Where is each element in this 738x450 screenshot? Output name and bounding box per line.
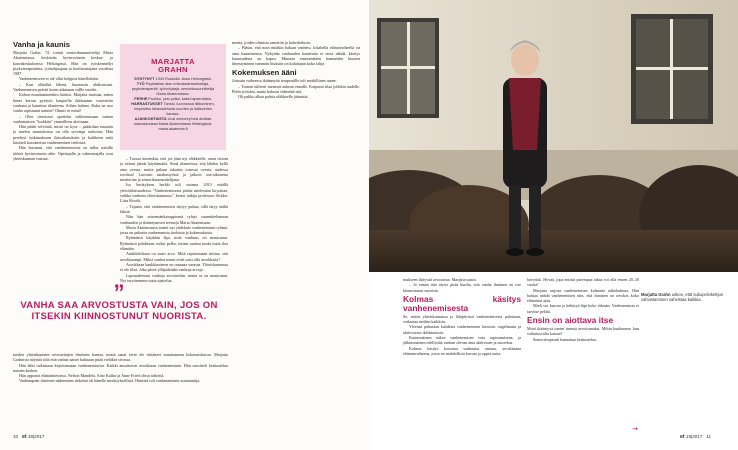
page-number: 11 <box>706 434 712 439</box>
magazine-name: et <box>21 434 27 440</box>
paragraph: Ryhmässä käydään läpi, mitä vanhuus on muuttunut. Ryhmässä pohditaan, miksi pelko, toinen saattaa tuoda uutta iloa elämään. <box>120 235 228 252</box>
paragraph: Maria Akatemiassa toimii nyt yhdeksäs vanhenemisen ryhmä, jossa on puhuttu vanhemmista tiedoista ja kokemuksista. <box>120 224 228 236</box>
paragraph: Yleensä puhutaan kahdesta vanhenemisen kuvasta: ongelmasta ja aktiivisesta ikäihmisestä. <box>403 324 521 335</box>
fact-label: HARRASTUKSET <box>131 101 163 106</box>
page-number: 10 <box>13 434 19 439</box>
fact-label: TYÖ <box>136 81 145 86</box>
portrait-photo <box>369 0 738 272</box>
paragraph: Niin hän seitsemänkymppisenä ryhtyi suunnittelemaan vanhuuden ja ikääntymisen teemoja Maria Akatemiaan. <box>120 214 228 225</box>
fact-text: Psykiatrian alan erikoissairaanhoitaja, psykoterapeutti, työnohjaaja, senioriksuunnittelija Maria Akatemiassa. <box>131 81 215 96</box>
paragraph: – Tunnin tulleeni menestä aukean ennalle. Kaipasin tilaa jollekin uudelle. Pidin työstäni, mutta halusin vähentää sitä. <box>232 83 360 95</box>
right-column-2 <box>527 277 639 437</box>
paragraph: Se, miten yhteiskunnassa ja lähipiirissä vanhenemisesta puhutaan, vaikuttaa meihin kaikkiin. <box>403 313 521 325</box>
fact-box-name-line: GRAHN <box>158 65 188 75</box>
left-column-1-bottom <box>13 352 228 384</box>
fact-text: 1943 Ruskolla. Asuu Helsingissä. <box>155 76 212 81</box>
paragraph: Marjatta Grahn, 74, toimii senioriksuunnittelija Maria Akatemiassa, keskävän hyvinvoinnin keskus- ja kaavakeskuksessa Helsingissä. Hän on työskennellyt psykoterapeuttina, työnohjaajana ja koulutustajana vuodesta 1987. <box>13 50 113 77</box>
paragraph: Oli pakko alkaa pohtia eläkkeelle jäämistä. <box>238 94 309 100</box>
fact-box-name <box>128 58 218 75</box>
caption-text: uskoo, että sukupolvikettjun vahvistaminen vahvistaa kaikkia. <box>641 292 724 303</box>
continue-arrow-icon: → <box>632 425 638 433</box>
fact-row <box>128 82 218 97</box>
paragraph: Hän lähti tutkimaan kirjoittamaan vanhenemisesta. Kaikki ansaitsevat arvokkaan vanhenemisen. Hän suositteli keskustelua naisten kesken. <box>13 362 228 373</box>
paragraph: – Kun olikelkä läheni, huomasin ahdistuvani. Vanhenemisen pelotti kuten aikanaan vallle vuodet. <box>13 81 113 93</box>
page-folio-left <box>13 434 44 440</box>
fact-text: Uusi senioriryhmä aloittaa marraskuussa Maria Akatemiassa Helsingissä. maria-akatemia.fi <box>133 116 213 131</box>
fact-row <box>128 117 218 132</box>
fact-label: SYNTYNYT <box>134 76 155 81</box>
magazine-name: et <box>680 434 685 440</box>
photo-illustration <box>369 0 738 272</box>
paragraph: Antikkikiltaan on suuri arvo. Mitä rapistumaan mittaa, sitä arvokkaampi. Miksi vanhat naiset eivät saisi olla arvokkaita? <box>120 251 228 262</box>
paragraph: – Olen tiesoissut opettelut sulkeutumaan samen vanhasnaisen "lookkiin" ymmälleen ulottuaan. <box>13 113 113 124</box>
paragraph: noiden yhteiskunnien arvostettujen ihmisten kanssa, mutta sanat eivät ole riittäneet muuttamaan kokonaiskuvaa. Marjatta Grahnista näyttää siltä että vanhat naiset halutaan pitää vieläkin sivussa. <box>13 352 228 363</box>
quote-mark-icon: ” <box>113 280 125 305</box>
section-heading-kolmas-kasitys: Kolmas käsitys vanhenemisesta <box>403 293 521 313</box>
section-heading-ensin-on-aiottava: Ensin on aiottava itse <box>527 315 614 326</box>
fact-label: AJANKOHTAISTA <box>134 116 167 121</box>
paragraph: – Jo ennen tätä täytyi pitää huolta, että vanha ihminen on itse kiinnostunut nuorista. <box>403 282 521 293</box>
paragraph: – Pääsin, että noin mitäkin haluan vanhetu. Iokahella elämävaiheella on oma kauneutensa. Nykyään vanhuuden kauneutta ei oteta nähdä, käsitys kauneudesta on kapea. Minusta ensimmäisen harmaiden hiusten ilmestyminen tummiin hiuksiin on kuluttajan koko lahja. <box>232 45 360 67</box>
fact-box <box>120 44 226 150</box>
issue-number: 19|2017 <box>27 434 45 439</box>
fact-text: Tanssi, luonnossa liikkuminen, inspiroitsu keskustelusta nuorten ja ikäisverien kanssa. <box>133 101 215 116</box>
fact-row <box>128 102 218 117</box>
paragraph: Hän opponoi elämäntietonsa. Nelson Mandela, Aino Kallas ja Anne Fried olivat tärkeitä. <box>19 373 165 379</box>
paragraph: – Tuossa kuitenkin, että jos jään nyt eläkkeelle, omat tietoni ja taitoni jäävät käyttämättä. Siinä tilanteessa, että lähden kyllä aina ovesta, mutta palaan takaisin toisesta ovesta, uudessa roolissa! Luovuin asiakastyöstä ja jatkoin osa-aikaisena mentorina ja senioriksuunnittelijana. <box>120 156 228 183</box>
paragraph: monia, joiden olimista sanottiin ja kahvittelusta. <box>232 40 311 45</box>
paragraph: Ensimmäinen näkee vanhenemisen vain rapistumisena, ja jälkimmäinen edellyttää vanhan olevan aina aktiivinen ja nuorekas. <box>403 335 521 346</box>
paragraph: Arvokkaan hankkimiseen on omaaaa varassa. Yhteiskunnassa ei ole tilaa. Joka päivä ylläpidetään vanhoja arvoja. <box>120 261 228 273</box>
paragraph: Marjatta tarjoaa vanhenemisen kolmatta näkökulmaa. Hän haluaa nähdä vanhenemisen niin, että ihminen on arvokas koko elämänsä ajan. <box>527 287 639 304</box>
left-column-3 <box>232 40 360 420</box>
paragraph: mukseen liittyvää arvostusta. Marjatta sanoo. <box>403 277 478 282</box>
paragraph: Vanhempien ihmisten näkeminen tärkeinä oli hänelle merkityksellistä. Hänestä tuli vanhenemisen asiantuntija. <box>19 378 201 384</box>
page-folio-right <box>680 434 711 440</box>
left-column-1 <box>13 38 113 270</box>
paragraph: Kolmas käsitys korostaa vanhuutta omana, arvokkaana elämänvaiheena, jossa on mahdollista kasvaa ja oppia uutta. <box>403 345 521 356</box>
fact-label: PERHE <box>134 96 148 101</box>
paragraph: Seniorterapeutti kannattaa keskustelua. <box>533 336 597 342</box>
pull-quote <box>16 280 222 322</box>
photo-caption <box>641 292 731 303</box>
paragraph: Lapsuudessani vanhoja arvostettiin, mutta se on muuttunut. Nyt tarvitsemme uutta ajattelua. <box>120 272 228 283</box>
paragraph: Kohon muuttuminenkin häiritsi. Marjatta muistaa, miten hänet kerran pysäytti kaupoilla ikkkunaan varastetiin vanhana ja kauniina tilanteena. Siihen hahmo. Kuka ne noo vanha rapistunut nainen? Ohmis se minä? <box>13 92 113 114</box>
pull-quote-text: VANHA SAA ARVOSTUSTA VAIN, JOS ON ITSEKIN KIINNOSTUNUT NUORISTA. <box>20 300 218 322</box>
paragraph: Joissain vaiheessa ikäännyttä terapeutille tuli merkillinen tunne. <box>232 78 337 84</box>
fact-text: Puoliso, yksi poika, kaksi lapsenlasta. <box>148 96 212 101</box>
section-heading-vanha-ja-kaunis: Vanha ja kaunis <box>13 40 70 49</box>
paragraph: hävyttää. Hyvää, jopa entistä parempaa aikaa voi olla ennen 20–30 vuotta! <box>527 277 639 288</box>
paragraph: Hän huomasi, että vanhenemisesta on tullut naisille tärkeä hyvinvoinnin aihe. Opettajalla ja valmentajalla ovat yhteiskunnan vastuut. <box>13 145 113 161</box>
paragraph: Iso herätyksen herkki tuli vuonna 2013 eräällä yleisötilaisuudessa. "Vanhenemisesta pitäisi mielestäni kirjoittaa, vaikka vanhena yhteiskunnassa", kertoi tutkija professori Sirkka-Liisa Kivelä. <box>120 182 228 204</box>
fact-box-name-line: MARJATTA <box>151 57 195 66</box>
caption-name: Marjatta Grahn <box>641 292 671 297</box>
right-column-1 <box>403 277 521 437</box>
paragraph: – Tajusin, että vanhenemisen täytyy puhua, sillä tätyy täältä läksiä. <box>120 203 228 214</box>
paragraph: Vanhenemiseen ei ole ollut helppoa hänellekään. <box>19 76 99 82</box>
issue-number: 19|2017 <box>685 434 703 439</box>
paragraph: Moni ikääntyvä tuntee itsensä arvottomaksi. Mihin kuulumme, kun vaikutusvalta katoaa? <box>527 326 639 337</box>
paragraph: Hän päätti selvittää, mistä on kyse – pakkohan ruumiin ja mielen muutoksissa on olla syvempi tarkoitus. Hän perehtyi tutkimukseen ikävaikutuksiin ja kaikkeen mitä käsitteli kasvaneista vanhenemisen tiedoista. <box>13 124 113 146</box>
paragraph: Mieli voi kasvaa ja kehittyä läpi koko elämän. Vanhenemista ei tarvitse pelätä. <box>527 303 639 314</box>
section-heading-kokemuksen-aani: Kokemuksen ääni <box>232 68 297 78</box>
